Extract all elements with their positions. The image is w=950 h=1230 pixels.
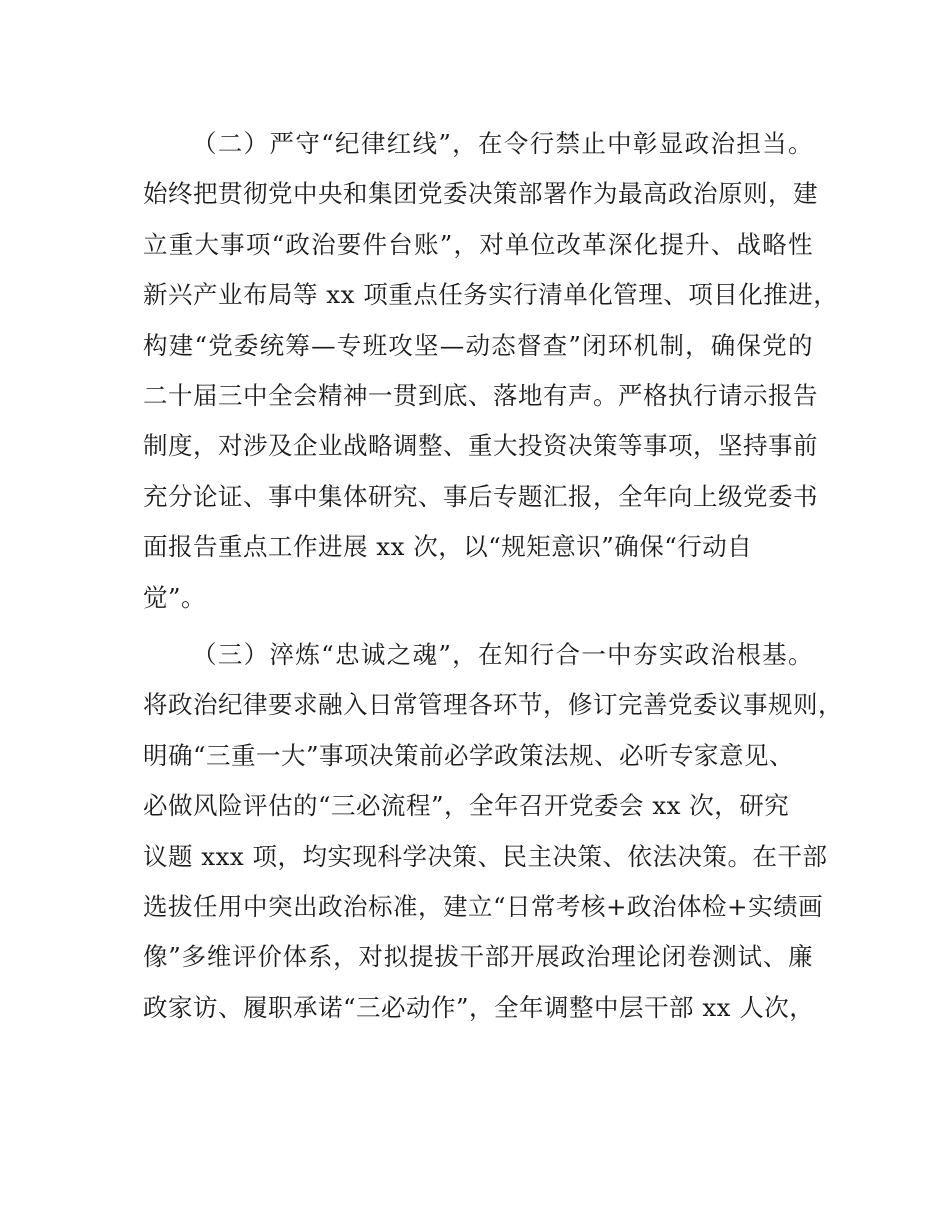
paragraph-line: 始终把贯彻党中央和集团党委决策部署作为最高政治原则，建 (143, 179, 818, 209)
paragraph-line: 议题 xxx 项，均实现科学决策、民主决策、依法决策。在干部 (143, 841, 828, 871)
paragraph-heading-line: （三）淬炼“忠诚之魂”，在知行合一中夯实政治根基。 (192, 640, 813, 669)
paragraph-heading-line: （二）严守“纪律红线”，在令行禁止中彰显政治担当。 (192, 129, 813, 158)
paragraph-line: 必做风险评估的“三必流程”，全年召开党委会 xx 次，研究 (143, 791, 790, 821)
paragraph-line: 新兴产业布局等 xx 项重点任务实行清单化管理、项目化推进， (143, 280, 839, 310)
paragraph-line: 构建“党委统筹—专班攻坚—动态督查”闭环机制，确保党的 (143, 330, 813, 360)
paragraph-loyalty-soul (143, 630, 843, 1033)
paragraph-line: 像”多维评价体系，对拟提拔干部开展政治理论闭卷测试、廉 (143, 942, 813, 972)
paragraph-line: 明确“三重一大”事项决策前必学政策法规、必听专家意见、 (143, 740, 795, 770)
paragraph-line: 二十届三中全会精神一贯到底、落地有声。严格执行请示报告 (143, 380, 818, 410)
paragraph-line: 政家访、履职承诺“三必动作”，全年调整中层干部 xx 人次， (143, 992, 815, 1022)
paragraph-line: 选拔任用中突出政治标准，建立“日常考核+政治体检+实绩画 (143, 891, 824, 921)
paragraph-line: 觉”。 (143, 582, 207, 612)
paragraph-line: 充分论证、事中集体研究、事后专题汇报，全年向上级党委书 (143, 481, 818, 511)
paragraph-line: 制度，对涉及企业战略调整、重大投资决策等事项，坚持事前 (143, 431, 818, 461)
paragraph-line: 面报告重点工作进展 xx 次，以“规矩意识”确保“行动自 (143, 532, 753, 562)
paragraph-discipline-redline (143, 119, 839, 623)
paragraph-line: 将政治纪律要求融入日常管理各环节，修订完善党委议事规则， (143, 690, 843, 720)
paragraph-line: 立重大事项“政治要件台账”，对单位改革深化提升、战略性 (143, 229, 813, 259)
